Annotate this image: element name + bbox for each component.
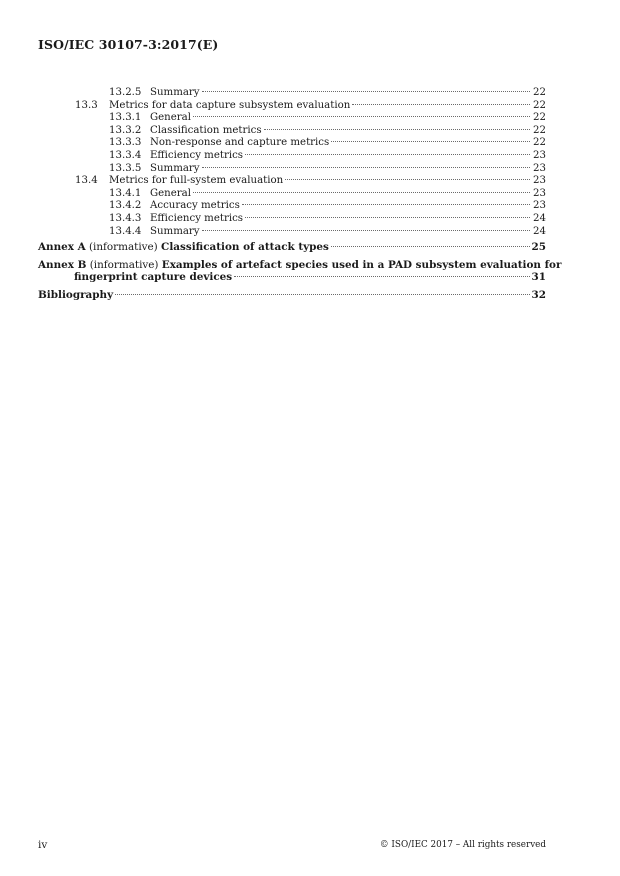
toc-entry-line bbox=[150, 125, 546, 138]
toc-entry-title: General bbox=[150, 187, 191, 199]
toc-entry-title: Non-response and capture metrics bbox=[150, 137, 330, 149]
annex-a-page: 25 bbox=[531, 241, 546, 254]
toc-entry-number: 13.2.5 bbox=[109, 87, 142, 98]
toc-entry-title: Accuracy metrics bbox=[150, 200, 240, 212]
toc-entry-line bbox=[150, 200, 546, 213]
toc-entry-number: 13.4.3 bbox=[109, 212, 142, 224]
annex-b-label: Annex B bbox=[38, 259, 87, 272]
toc-entry-title: Efficiency metrics bbox=[150, 212, 244, 224]
toc-leader-dots bbox=[331, 246, 530, 247]
table-of-contents bbox=[38, 87, 562, 302]
toc-entry-number: 13.3.3 bbox=[109, 137, 142, 149]
toc-entry[interactable] bbox=[38, 163, 546, 176]
toc-entry-line bbox=[150, 226, 546, 239]
toc-leader-dots bbox=[245, 217, 530, 218]
toc-entry-page: 23 bbox=[533, 175, 546, 187]
footer-copyright: © ISO/IEC 2017 – All rights reserved bbox=[379, 840, 546, 850]
toc-entry-page: 23 bbox=[533, 149, 546, 161]
toc-entry[interactable] bbox=[38, 87, 546, 100]
annex-b-type: (informative) bbox=[89, 259, 159, 272]
toc-entry-number: 13.4 bbox=[75, 175, 98, 187]
toc-entries bbox=[38, 87, 546, 238]
toc-entry-title: Efficiency metrics bbox=[150, 149, 244, 161]
annex-b-title-line2: fingerprint capture devices bbox=[74, 271, 233, 284]
toc-entry[interactable] bbox=[38, 175, 546, 188]
toc-entry-title: Classification metrics bbox=[150, 124, 262, 136]
bibliography-page: 32 bbox=[531, 289, 546, 302]
toc-entry-number: 13.3.5 bbox=[109, 162, 142, 174]
toc-entry-number: 13.4.2 bbox=[109, 200, 142, 212]
toc-annex-a[interactable] bbox=[38, 241, 546, 253]
toc-entry-line bbox=[150, 163, 546, 176]
toc-leader-dots bbox=[245, 154, 530, 155]
toc-entry-page: 22 bbox=[533, 87, 546, 98]
toc-entry-page: 22 bbox=[533, 99, 546, 111]
toc-entry[interactable] bbox=[38, 213, 546, 226]
toc-entry[interactable] bbox=[38, 112, 546, 125]
footer-page-number: iv bbox=[38, 839, 48, 851]
toc-entry-number: 13.3.4 bbox=[109, 149, 142, 161]
toc-leader-dots bbox=[193, 192, 530, 193]
toc-entry-line bbox=[150, 137, 546, 150]
toc-entry-line bbox=[109, 100, 546, 113]
toc-entry[interactable] bbox=[38, 150, 546, 163]
toc-entry-number: 13.4.1 bbox=[109, 187, 142, 199]
toc-entry[interactable] bbox=[38, 125, 546, 138]
toc-entry-title: Summary bbox=[150, 162, 200, 174]
toc-leader-dots bbox=[285, 179, 530, 180]
toc-entry-title: Metrics for full-system evaluation bbox=[109, 175, 284, 187]
toc-entry-page: 22 bbox=[533, 137, 546, 149]
toc-entry[interactable] bbox=[38, 200, 546, 213]
toc-leader-dots bbox=[352, 104, 530, 105]
toc-leader-dots bbox=[193, 116, 530, 117]
toc-entry-title: Summary bbox=[150, 225, 200, 237]
toc-entry[interactable] bbox=[38, 137, 546, 150]
toc-leader-dots bbox=[264, 129, 530, 130]
toc-annex-b[interactable] bbox=[38, 259, 562, 284]
toc-entry[interactable] bbox=[38, 226, 546, 239]
toc-entry-page: 23 bbox=[533, 187, 546, 199]
annex-a-type: (informative) bbox=[88, 241, 158, 254]
annex-b-title-line1: Examples of artefact species used in a PAD subsystem evaluation for bbox=[161, 259, 562, 272]
toc-leader-dots bbox=[202, 167, 530, 168]
toc-leader-dots bbox=[202, 230, 530, 231]
toc-entry-page: 23 bbox=[533, 162, 546, 174]
annex-a-title: Classification of attack types bbox=[161, 241, 329, 254]
toc-entry-line bbox=[150, 150, 546, 163]
toc-entry-number: 13.4.4 bbox=[109, 225, 142, 237]
toc-entry-line bbox=[150, 87, 546, 100]
toc-leader-dots bbox=[115, 294, 529, 295]
toc-leader-dots bbox=[331, 141, 530, 142]
toc-entry-number: 13.3 bbox=[75, 99, 98, 111]
toc-entry-line bbox=[150, 188, 546, 201]
toc-entry[interactable] bbox=[38, 188, 546, 201]
toc-entry-page: 24 bbox=[533, 212, 546, 224]
toc-entry-title: General bbox=[150, 112, 191, 124]
toc-entry-line bbox=[150, 213, 546, 226]
toc-bibliography[interactable] bbox=[38, 289, 546, 301]
toc-entry-title: Metrics for data capture subsystem evaluation bbox=[109, 99, 351, 111]
toc-leader-dots bbox=[242, 204, 530, 205]
toc-entry-page: 22 bbox=[533, 124, 546, 136]
toc-entry-number: 13.3.2 bbox=[109, 124, 142, 136]
document-header: ISO/IEC 30107-3:2017(E) bbox=[38, 37, 219, 52]
annex-a-label: Annex A bbox=[38, 241, 86, 254]
bibliography-title: Bibliography bbox=[38, 289, 114, 302]
toc-leader-dots bbox=[202, 91, 530, 92]
toc-entry-page: 23 bbox=[533, 200, 546, 212]
toc-leader-dots bbox=[234, 276, 529, 277]
toc-entry-line bbox=[150, 112, 546, 125]
annex-b-page: 31 bbox=[531, 271, 546, 284]
toc-entry[interactable] bbox=[38, 100, 546, 113]
toc-entry-page: 22 bbox=[533, 112, 546, 124]
toc-entry-page: 24 bbox=[533, 225, 546, 237]
toc-entry-line bbox=[109, 175, 546, 188]
toc-entry-number: 13.3.1 bbox=[109, 112, 142, 124]
toc-entry-title: Summary bbox=[150, 87, 200, 98]
